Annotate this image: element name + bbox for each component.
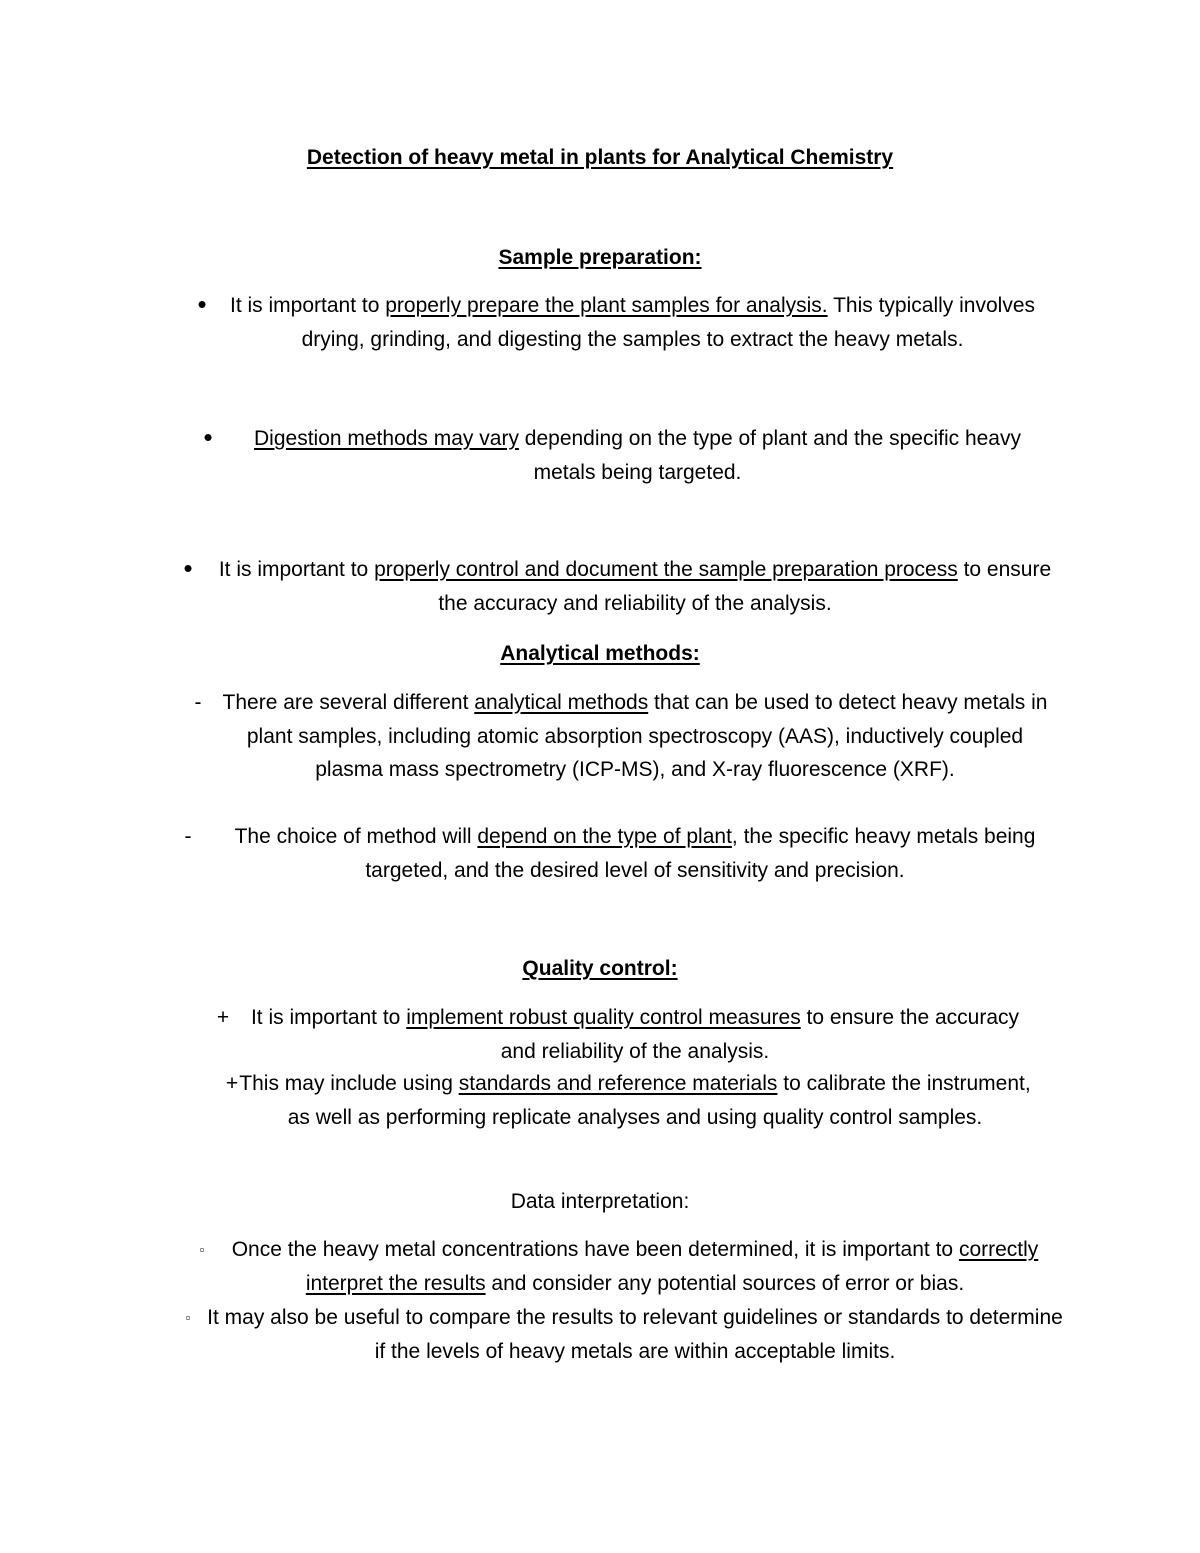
item-underlined-text: properly control and document the sample preparation process	[374, 558, 958, 581]
item-text: to ensure the accuracy and reliability of the analysis.	[500, 1006, 1020, 1063]
item-text: There are several different	[222, 691, 475, 714]
list-item	[240, 1001, 1030, 1068]
item-underlined-text: correctly interpret the results	[305, 1238, 1039, 1295]
item-underlined-text: analytical methods	[474, 691, 649, 714]
bullet-marker: •	[197, 289, 207, 319]
square-bullet-marker: ▫	[185, 1310, 191, 1325]
item-text: It is important to	[250, 1006, 407, 1029]
list-item	[205, 553, 1065, 620]
item-text: depending on the type of plant and the specific heavy metals being targeted.	[518, 427, 1021, 484]
document-title: Detection of heavy metal in plants for Analytical Chemistry	[306, 146, 894, 169]
item-text: Once the heavy metal concentrations have been determined, it is important to	[231, 1238, 959, 1261]
item-text: This typically involves drying, grinding, and digesting the samples to extract the heavy metals.	[301, 294, 1035, 351]
item-text: It is important to	[230, 294, 386, 317]
item-text: to ensure the accuracy and reliability of the analysis.	[438, 558, 1052, 615]
item-text: This may include using	[239, 1072, 459, 1095]
section-heading-quality-control: Quality control:	[522, 957, 678, 980]
item-text: It may also be useful to compare the results to relevant guidelines or standards to determine if the levels of heavy metals are within acceptable limits.	[207, 1306, 1063, 1363]
list-item	[230, 1067, 1040, 1134]
item-text: that can be used to detect heavy metals in plant samples, including atomic absorption spectroscopy (AAS), inductively coupled plasma mass spectrometry (ICP-MS), and X-ray fluorescence (XRF).	[246, 691, 1048, 781]
item-text: , the specific heavy metals being targeted, and the desired level of sensitivity and precision.	[365, 825, 1036, 882]
plus-marker: +	[216, 1006, 230, 1029]
item-underlined-text: Digestion methods may vary	[254, 427, 519, 450]
square-bullet-marker: ▫	[199, 1242, 205, 1257]
section-heading-data-interpretation: Data interpretation:	[510, 1190, 690, 1213]
section-heading-sample-preparation: Sample preparation:	[498, 246, 702, 269]
dash-marker: -	[184, 825, 192, 848]
bullet-marker: •	[203, 422, 213, 452]
list-item	[215, 686, 1055, 787]
item-text: to calibrate the instrument, as well as performing replicate analyses and using quality control samples.	[287, 1072, 1031, 1129]
plus-marker: +	[225, 1072, 239, 1095]
item-underlined-text: implement robust quality control measures	[406, 1006, 801, 1029]
dash-marker: -	[194, 691, 202, 714]
list-item	[215, 289, 1050, 356]
section-heading-analytical-methods: Analytical methods:	[500, 642, 700, 665]
item-text: It is important to	[218, 558, 375, 581]
item-underlined-text: properly prepare the plant samples for analysis.	[385, 294, 828, 317]
list-item	[225, 422, 1050, 489]
list-item	[210, 1233, 1060, 1300]
list-item	[205, 1301, 1065, 1368]
list-item	[205, 820, 1065, 887]
bullet-marker: •	[183, 553, 193, 583]
item-text: and consider any potential sources of error or bias.	[485, 1271, 965, 1295]
item-underlined-text: standards and reference materials	[458, 1072, 778, 1095]
item-text: The choice of method will	[234, 825, 478, 848]
item-underlined-text: depend on the type of plant	[477, 825, 732, 848]
